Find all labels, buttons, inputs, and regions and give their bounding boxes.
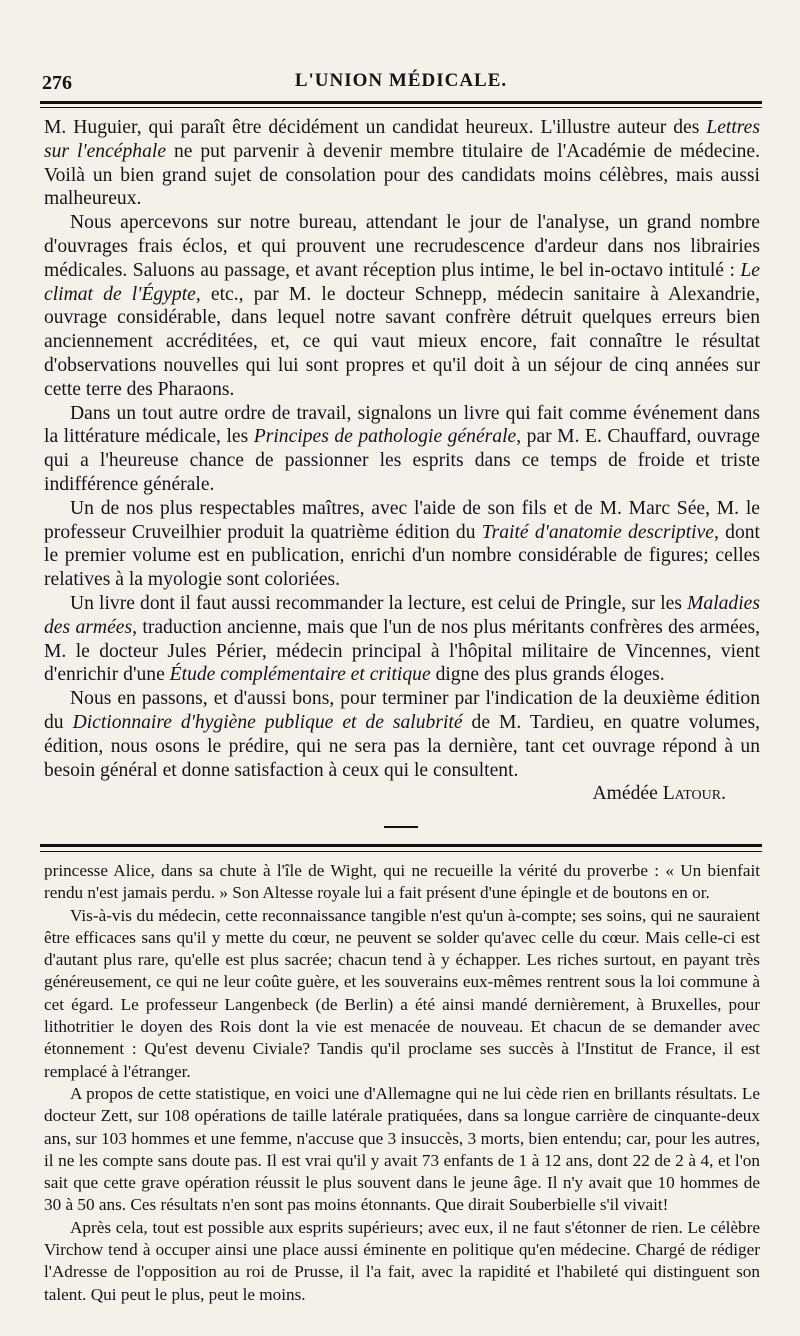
feuilleton-rule-thick xyxy=(40,844,762,847)
feuilleton xyxy=(44,860,760,1306)
header-rule-thin xyxy=(40,107,762,108)
book-title-pathologie: Principes de pathologie générale xyxy=(253,426,517,448)
book-title-maladies: Maladies des armées xyxy=(44,592,760,638)
author-signature: Amédée Latour. xyxy=(592,783,726,805)
paragraph-pringle: Un livre dont il faut aussi recommander la lecture, est celui de Pringle, sur les Maladies des armées, traduction ancienne, mais que l'un de nos plus méritants confrères des armées, M. le docteur Jules Périer, médecin principal à l'hôpital militaire de Vincennes, vient d'enrichir d'une Étude complémentaire et critique digne des plus grands éloges. xyxy=(44,592,761,686)
feuilleton-paragraph: princesse Alice, dans sa chute à l'île de Wight, qui ne recueille la vérité du proverbe : « Un bienfait rendu n'est jamais perdu. » Son Altesse royale lui a fait présent d'une épingle et de boutons en or. xyxy=(44,861,760,903)
paragraph-pathologie: Dans un tout autre ordre de travail, signalons un livre qui fait comme événement dans la littérature médicale, les Principes de pathologie générale, par M. E. Chauffard, ouvrage qui a l'heureuse chance de passionner les esprits dans ce temps de froide et triste indifférence générale. xyxy=(44,402,760,495)
feuilleton-rule-thin xyxy=(40,851,762,852)
main-article xyxy=(44,116,760,806)
book-title-anatomie: Traité d'anatomie descriptive, xyxy=(481,521,719,543)
journal-title: L'UNION MÉDICALE. xyxy=(294,70,508,91)
section-end-rule xyxy=(384,826,418,828)
book-title-encephale: Lettres sur l'encéphale xyxy=(44,117,760,162)
paragraph-anatomie: Un de nos plus respectables maîtres, avec l'aide de son fils et de M. Marc Sée, M. le professeur Cruveilhier produit la quatrième édition du Traité d'anatomie descriptive, dont le premier volume est en publication, enrichi d'un nombre considérable de figures; celles relatives à la myologie sont coloriées. xyxy=(44,497,761,591)
feuilleton-paragraph: Après cela, tout est possible aux esprits supérieurs; avec eux, il ne faut s'étonner de rien. Le célèbre Virchow tend à occuper ainsi une place aussi éminente en politique qu'en médecine. Chargé de rédiger l'Adresse de l'opposition au roi de Prusse, il l'a fait, avec la rapidité et l'habileté qui distinguent son talent. Qui peut le plus, peut le moins. xyxy=(44,1217,760,1304)
running-head xyxy=(40,66,762,94)
paragraph-huguier: M. Huguier, qui paraît être décidément un candidat heureux. L'illustre auteur des Lettres sur l'encéphale ne put parvenir à devenir membre titulaire de l'Académie de médecine. Voilà un bien grand sujet de consolation pour des candidats moins célèbres, mais aussi malheureux. xyxy=(44,117,760,210)
page-number: 276 xyxy=(42,72,72,94)
paragraph-dictionnaire: Nous en passons, et d'aussi bons, pour terminer par l'indication de la deuxième édition du Dictionnaire d'hygiène publique et de salubrité de M. Tardieu, en quatre volumes, édition, nous osons le prédire, qui ne sera pas la dernière, tant cet ouvrage répond à un besoin général et donne satisfaction à ceux qui le consultent. xyxy=(44,688,760,781)
book-title-dictionnaire: Dictionnaire d'hygiène publique et de salubrité xyxy=(72,711,463,733)
header-rule-thick xyxy=(40,101,762,104)
feuilleton-paragraph: A propos de cette statistique, en voici une d'Allemagne qui ne lui cède rien en brillants résultats. Le docteur Zett, sur 108 opérations de taille latérale pratiquées, dans sa longue carrière de cinquante-deux ans, sur 103 hommes et une femme, n'accuse que 3 insuccès, 3 morts, bien entendu; car, pour les autres, il ne les compte sans doute pas. Il est vrai qu'il y avait 73 enfants de 1 à 12 ans, dont 22 de 2 à 4, et l'on sait que cette grave opération réussit le plus souvent dans le jeune âge. Il n'y avait que 10 hommes de 30 à 50 ans. Ces résultats n'en sont pas moins étonnants. Que dirait Souberbielle s'il vivait! xyxy=(44,1083,760,1215)
book-title-egypte: Le climat de l'Égypte xyxy=(44,259,760,305)
book-title-etude: Étude complémentaire et critique xyxy=(169,664,431,686)
paragraph-new-books: Nous apercevons sur notre bureau, attendant le jour de l'analyse, un grand nombre d'ouvrages frais éclos, et qui prouvent une recrudescence d'ardeur dans nos librairies médicales. Saluons au passage, et avant réception plus intime, le bel in-octavo intitulé : Le climat de l'Égypte, etc., par M. le docteur Schnepp, médecin sanitaire à Alexandrie, ouvrage considérable, dans lequel notre savant confrère détruit quelques erreurs bien anciennement accréditées, et, ce qui vaut mieux encore, fait connaître le résultat d'observations nouvelles qui lui sont propres et qu'il doit à un séjour de cinq années sur cette terre des Pharaons. xyxy=(44,212,760,400)
feuilleton-paragraph: Vis-à-vis du médecin, cette reconnaissance tangible n'est qu'un à-compte; ses soins, qui ne sauraient être efficaces sans qu'il y mette du cœur, ne peuvent se solder qu'avec celle du cœur. Mais celle-ci est d'autant plus rare, qu'elle est plus sacrée; chacun tend à y échapper. Les riches surtout, en payant très généreusement, ce qui ne leur coûte guère, et les souverains eux-mêmes rentrent sous la loi commune à cet égard. Le professeur Langenbeck (de Berlin) a été ainsi mandé dernièrement, à Bruxelles, pour lithotritier le doyen des Rois dont la vie est menacée de nouveau. Et chacun de se demander avec étonnement : Qu'est devenu Civiale? Tandis qu'il proclame ses succès à l'Institut de France, il est remplacé à l'étranger. xyxy=(44,905,760,1081)
